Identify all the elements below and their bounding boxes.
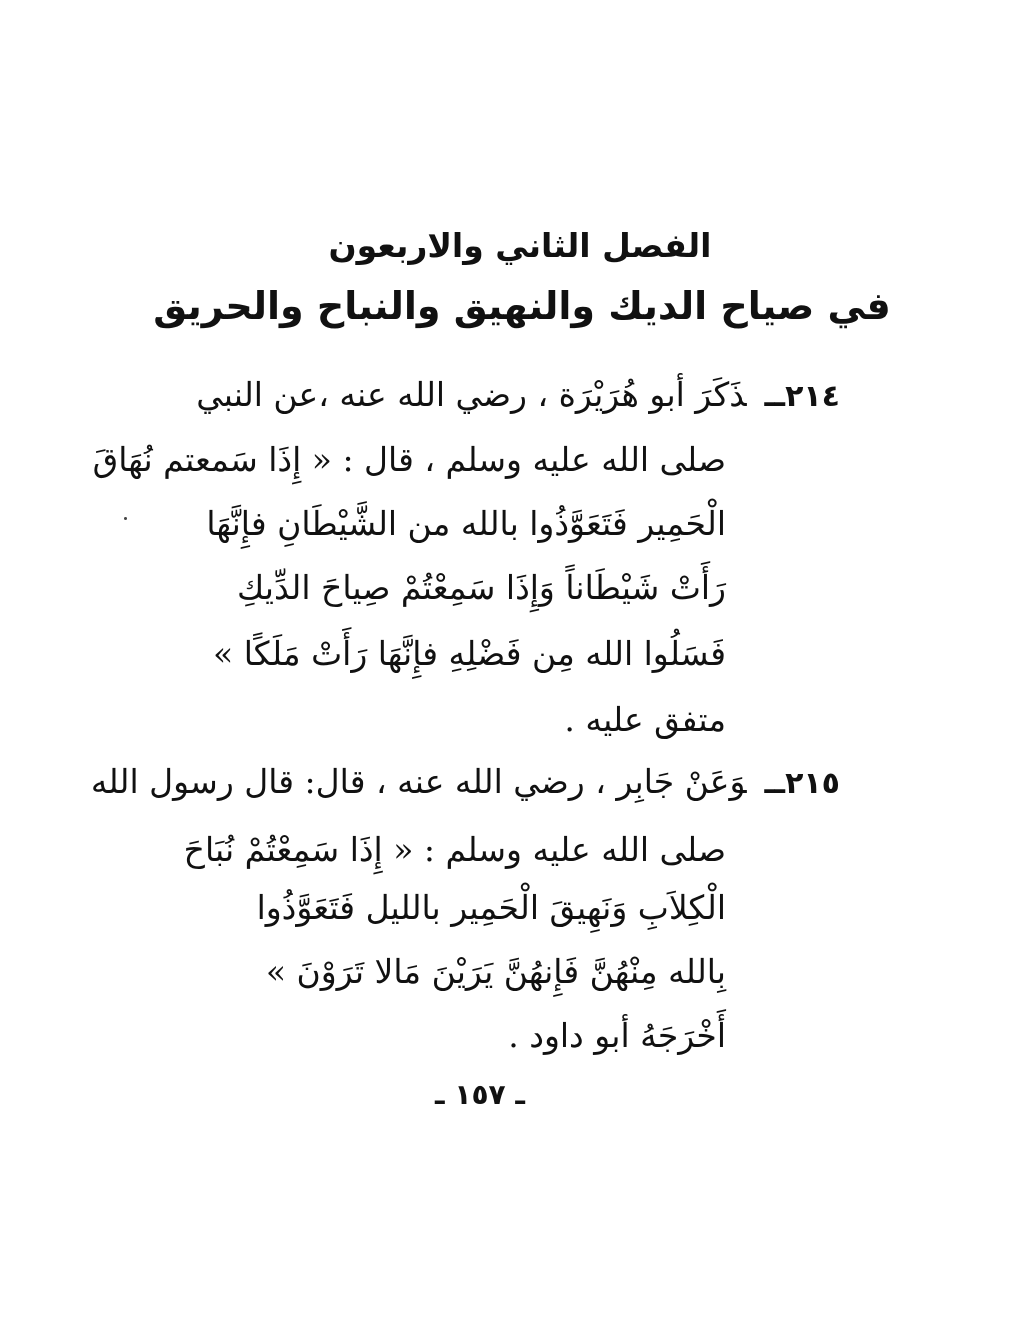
hadith-214-line-3: الْحَمِير فَتَعَوَّذُوا بالله من الشَّيْطَانِ فإِنَّهَا — [206, 504, 726, 543]
hadith-215-line-5: أَخْرَجَهُ أبو داود . — [508, 1016, 726, 1055]
hadith-214-line-5: فَسَلُوا الله مِن فَضْلِهِ فإِنَّهَا رَأَتْ مَلَكًا » — [213, 634, 726, 673]
hadith-215-line-1: ٢١٥ــوَعَنْ جَابِر ، رضي الله عنه ، قال: قال رسول الله — [90, 762, 840, 801]
hadith-214-line-4: رَأَتْ شَيْطَاناً وَإِذَا سَمِعْتُمْ صِياحَ الدِّيكِ — [236, 568, 726, 607]
hadith-214-line-6: متفق عليه . — [564, 700, 726, 739]
hadith-215-line-2: صلى الله عليه وسلم : « إِذَا سَمِعْتُمْ نُبَاحَ — [183, 830, 726, 869]
page-number: ـ ١٥٧ ـ — [435, 1078, 525, 1111]
scan-speck — [124, 517, 127, 520]
hadith-215-number: ٢١٥ــ — [764, 766, 840, 801]
chapter-title: الفصل الثاني والاربعون — [328, 226, 712, 265]
hadith-215-line-4: بِالله مِنْهُنَّ فَإِنهُنَّ يَرَيْنَ مَالا تَرَوْنَ » — [265, 952, 726, 991]
hadith-214-line-1: ٢١٤ــذَكَرَ أبو هُرَيْرَة ، رضي الله عنه ،عن النبي — [196, 375, 840, 414]
hadith-215-line-3: الْكِلاَبِ وَنَهِيقَ الْحَمِير بالليل فَتَعَوَّذُوا — [256, 888, 726, 927]
chapter-subtitle: في صياح الديك والنهيق والنباح والحريق — [153, 284, 891, 328]
hadith-214-line-2: صلى الله عليه وسلم ، قال : « إِذَا سَمعتم نُهَاقَ — [92, 440, 726, 479]
hadith-214-number: ٢١٤ــ — [764, 379, 840, 414]
